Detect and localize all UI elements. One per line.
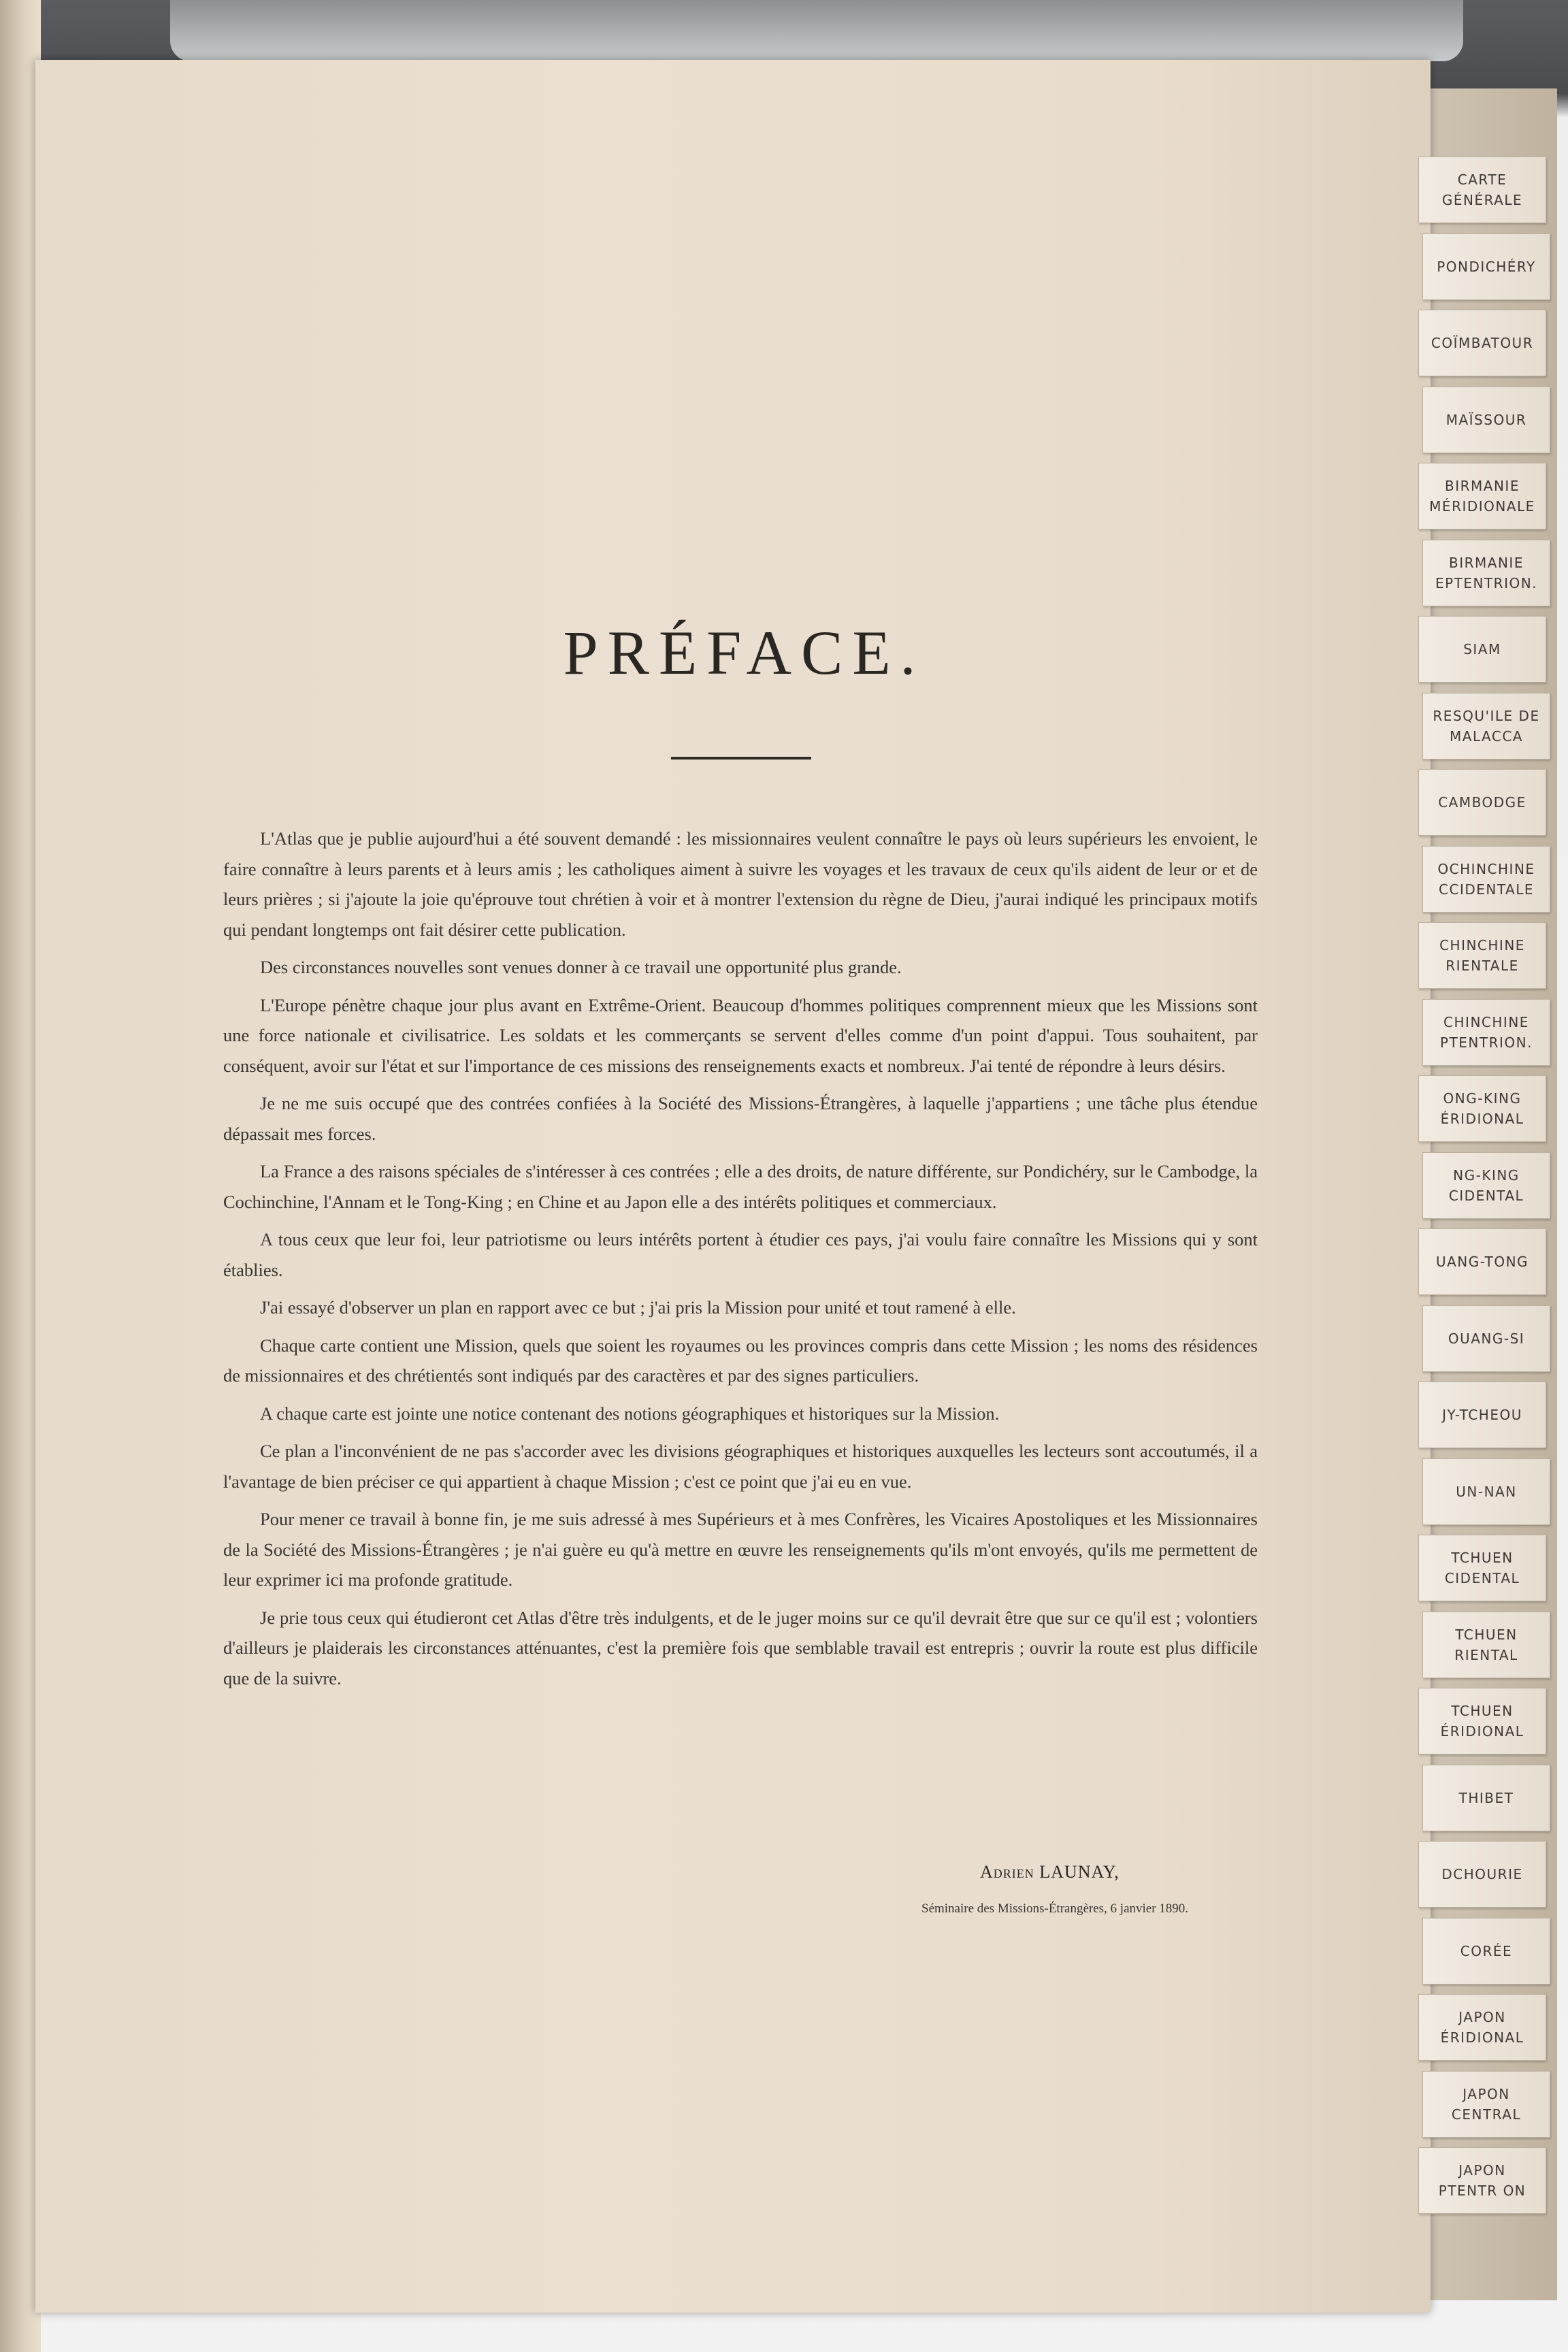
index-tab[interactable]: DCHOURIE xyxy=(1418,1841,1546,1908)
binder-clip xyxy=(170,0,1463,61)
preface-paragraph: L'Atlas que je publie aujourd'hui a été souvent demandé : les missionnaires veulent connaître le pays où leurs supérieurs les envoient, le faire connaître à leurs parents et à leurs amis ; les catholiques aiment à suivre les voyages et les travaux de ceux qu'ils aident de leur or et de leurs prières ; si j'ajoute la joie qu'éprouve tout chrétien à voir et à montrer l'extension du règne de Dieu, j'aurai indiqué les principaux motifs qui pendant longtemps ont fait désirer cette publication. xyxy=(223,828,1258,940)
index-tab[interactable]: BIRMANIE EPTENTRION. xyxy=(1422,540,1550,606)
preface-paragraph: Je ne me suis occupé que des contrées confiées à la Société des Missions-Étrangères, à laquelle j'appartiens ; une tâche plus étendue dépassait mes forces. xyxy=(223,1093,1258,1144)
preface-page xyxy=(35,60,1431,2313)
author-signature: Adrien LAUNAY, xyxy=(980,1862,1120,1882)
page-title: PRÉFACE. xyxy=(563,618,926,687)
preface-paragraph: A tous ceux que leur foi, leur patriotisme ou leurs intérêts portent à étudier ces pays, j'ai voulu faire connaître les Missions qui y sont établies. xyxy=(223,1229,1258,1280)
index-tab[interactable]: RESQU'ILE DE MALACCA xyxy=(1422,693,1550,760)
index-tab[interactable]: COÏMBATOUR xyxy=(1418,310,1546,376)
index-tab[interactable]: OCHINCHINE CCIDENTALE xyxy=(1422,846,1550,913)
signature-place-date: Séminaire des Missions-Étrangères, 6 janvier 1890. xyxy=(921,1901,1189,1916)
index-tab[interactable]: BIRMANIE MÉRIDIONALE xyxy=(1418,463,1546,529)
index-tab[interactable]: TCHUEN ÉRIDIONAL xyxy=(1418,1688,1546,1754)
preface-paragraph: Pour mener ce travail à bonne fin, je me suis adressé à mes Supérieurs et à mes Confrères, les Vicaires Apostoliques et les Missionnaires de la Société des Missions-Étrangères ; je n'ai guère eu qu'à mettre en œuvre les renseignements qu'ils m'ont envoyés, qu'ils me permettent de leur exprimer ici ma profonde gratitude. xyxy=(223,1509,1258,1590)
index-tab[interactable]: MAÏSSOUR xyxy=(1422,387,1550,453)
index-tab[interactable]: CARTE GÉNÉRALE xyxy=(1418,157,1546,223)
index-tab[interactable]: JAPON CENTRAL xyxy=(1422,2071,1550,2138)
preface-paragraph: Des circonstances nouvelles sont venues donner à ce travail une opportunité plus grande. xyxy=(260,957,902,977)
index-tab[interactable]: CHINCHINE RIENTALE xyxy=(1418,922,1546,989)
index-tab[interactable]: NG-KING CIDENTAL xyxy=(1422,1152,1550,1219)
index-tab[interactable]: PONDICHÉRY xyxy=(1422,233,1550,300)
index-tab[interactable]: ONG-KING ÉRIDIONAL xyxy=(1418,1075,1546,1142)
index-tab[interactable]: CHINCHINE PTENTRION. xyxy=(1422,999,1550,1066)
index-tab[interactable]: TCHUEN RIENTAL xyxy=(1422,1612,1550,1678)
preface-paragraph: Ce plan a l'inconvénient de ne pas s'accorder avec les divisions géographiques et historiques auxquelles les lecteurs sont accoutumés, il a l'avantage de bien préciser ce qui appartient à chaque Mission ; c'est ce point que j'ai eu en vue. xyxy=(223,1441,1258,1492)
preface-paragraph: A chaque carte est jointe une notice contenant des notions géographiques et historiques sur la Mission. xyxy=(260,1403,1000,1424)
title-rule xyxy=(671,757,811,760)
preface-paragraph: La France a des raisons spéciales de s'intéresser à ces contrées ; elle a des droits, de nature différente, sur Pondichéry, sur le Cambodge, la Cochinchine, l'Annam et le Tong-King ; en Chine et au Japon elle a des intérêts politiques et commerciaux. xyxy=(223,1161,1258,1212)
index-tab[interactable]: JY-TCHEOU xyxy=(1418,1382,1546,1448)
index-tab[interactable]: UN-NAN xyxy=(1422,1458,1550,1525)
preface-paragraph: L'Europe pénètre chaque jour plus avant en Extrême-Orient. Beaucoup d'hommes politiques comprennent mieux que les Missions sont une force nationale et civilisatrice. Les soldats et les commerçants se servent d'elles comme d'un point d'appui. Tous souhaitent, par conséquent, avoir sur l'état et sur l'importance de ces missions des renseignements exacts et nombreux. J'ai tenté de répondre à leurs désirs. xyxy=(223,994,1258,1076)
preface-body xyxy=(223,823,1258,1701)
book-spine xyxy=(0,0,41,2352)
preface-paragraph: Je prie tous ceux qui étudieront cet Atlas d'être très indulgents, et de le juger moins sur ce qu'il devrait être que sur ce qu'il est ; volontiers d'ailleurs je plaiderais les circonstances atténuantes, c'est la première fois que semblable travail est entrepris ; ouvrir la route est plus difficile que de la suivre. xyxy=(223,1607,1258,1688)
index-tab[interactable]: CORÉE xyxy=(1422,1918,1550,1984)
index-tab[interactable]: JAPON PTENTR ON xyxy=(1418,2147,1546,2214)
preface-paragraph: J'ai essayé d'observer un plan en rapport avec ce but ; j'ai pris la Mission pour unité et tout ramené à elle. xyxy=(260,1297,1016,1318)
index-tab[interactable]: TCHUEN CIDENTAL xyxy=(1418,1535,1546,1601)
index-tab[interactable]: SIAM xyxy=(1418,616,1546,683)
index-tab[interactable]: CAMBODGE xyxy=(1418,769,1546,836)
index-tab[interactable]: UANG-TONG xyxy=(1418,1228,1546,1295)
index-tab[interactable]: JAPON ÉRIDIONAL xyxy=(1418,1994,1546,2061)
index-tab[interactable]: OUANG-SI xyxy=(1422,1305,1550,1372)
preface-paragraph: Chaque carte contient une Mission, quels que soient les royaumes ou les provinces compris dans cette Mission ; les noms des résidences de missionnaires et des chrétientés sont indiqués par des caractères et par des signes particuliers. xyxy=(223,1335,1258,1386)
index-tab[interactable]: THIBET xyxy=(1422,1765,1550,1831)
